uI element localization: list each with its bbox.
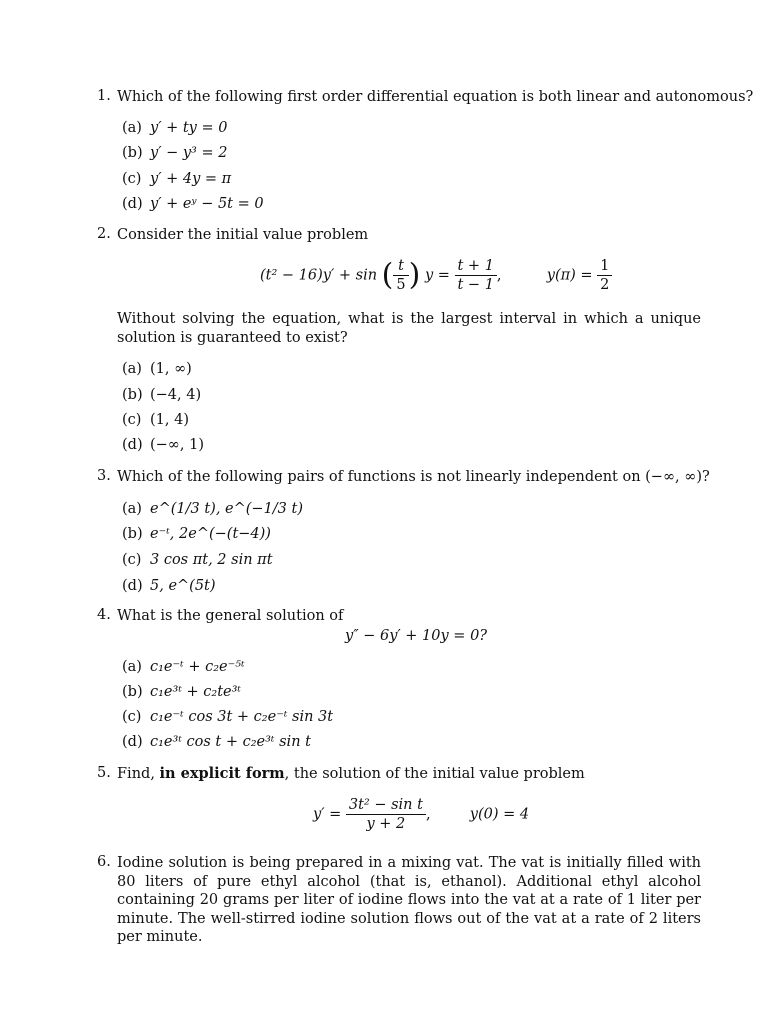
question-2-number: 2. xyxy=(97,226,111,242)
option-label: (b) xyxy=(122,387,143,403)
initial-condition: y(0) = 4 xyxy=(469,806,530,823)
option-label: (d) xyxy=(122,734,143,750)
option-expression: (−4, 4) xyxy=(150,387,202,403)
initial-condition-numerator: 1 xyxy=(597,257,612,276)
question-5-prompt-emphasis: in explicit form xyxy=(159,765,285,782)
equation-comma: , xyxy=(425,806,431,823)
initial-condition-denominator: 2 xyxy=(600,277,610,293)
option-label: (a) xyxy=(122,120,142,136)
question-3-option-a xyxy=(122,500,303,518)
option-expression: y′ + eʸ − 5t = 0 xyxy=(150,196,264,212)
rhs-denominator: t − 1 xyxy=(457,277,494,293)
question-5-equation xyxy=(313,796,529,833)
question-4-option-a xyxy=(122,658,245,676)
question-1-number: 1. xyxy=(97,88,111,104)
option-label: (b) xyxy=(122,684,143,700)
question-2-option-a xyxy=(122,360,192,378)
rhs-fraction xyxy=(455,257,497,294)
question-2-option-d xyxy=(122,436,204,454)
question-4-prompt: What is the general solution of xyxy=(117,608,344,624)
option-expression: c₁e⁻ᵗ + c₂e⁻⁵ᵗ xyxy=(150,659,245,675)
question-1-option-d xyxy=(122,195,264,213)
question-5-number: 5. xyxy=(97,765,111,781)
question-3-option-d xyxy=(122,577,216,595)
option-expression: y′ + 4y = π xyxy=(150,171,232,187)
option-expression: e^(1/3 t), e^(−1/3 t) xyxy=(150,501,304,517)
option-expression: c₁e³ᵗ + c₂te³ᵗ xyxy=(150,684,242,700)
question-3-number: 3. xyxy=(97,468,111,484)
option-label: (c) xyxy=(122,709,142,725)
question-5-prompt xyxy=(117,765,585,783)
left-paren: ( xyxy=(381,257,394,293)
question-3-option-b xyxy=(122,525,271,543)
question-2-prompt: Consider the initial value problem xyxy=(117,227,369,243)
initial-condition-fraction xyxy=(597,257,612,294)
paren-fraction xyxy=(393,257,408,294)
option-label: (b) xyxy=(122,145,143,161)
option-label: (c) xyxy=(122,552,142,568)
option-label: (d) xyxy=(122,196,143,212)
option-label: (a) xyxy=(122,501,142,517)
question-5-prompt-start: Find, xyxy=(117,766,155,782)
right-paren: ) xyxy=(408,257,421,293)
question-1-prompt: Which of the following first order differential equation is both linear and autonomous? xyxy=(117,89,754,105)
option-label: (c) xyxy=(122,412,142,428)
option-expression: 5, e^(5t) xyxy=(150,578,216,594)
question-3-prompt: Which of the following pairs of functions is not linearly independent on (−∞, ∞)? xyxy=(117,469,710,485)
question-4-option-d xyxy=(122,733,311,751)
option-expression: y′ + ty = 0 xyxy=(150,120,228,136)
question-2-equation: (t² − 16)y′ + sin ( $\frac{t}{5}$ ) y = $\frac{t + 1}{t - 1}$ , y(π) = $\frac{1}{2}$ xyxy=(260,257,612,294)
option-expression: e⁻ᵗ, 2e^(−(t−4)) xyxy=(150,526,271,542)
option-label: (b) xyxy=(122,526,143,542)
equation-numerator: 3t² − sin t xyxy=(346,796,426,815)
paren-fraction-denominator: 5 xyxy=(396,277,406,293)
option-label: (d) xyxy=(122,578,143,594)
question-2-option-b xyxy=(122,386,201,404)
question-4-option-c xyxy=(122,708,333,726)
option-expression: (1, ∞) xyxy=(150,361,192,377)
question-1-option-c xyxy=(122,170,231,188)
equation-lhs-part-2: y = xyxy=(424,267,450,284)
question-1-option-b xyxy=(122,144,227,162)
question-4-option-b xyxy=(122,683,241,701)
option-expression: c₁e⁻ᵗ cos 3t + c₂e⁻ᵗ sin 3t xyxy=(150,709,334,725)
option-expression: (−∞, 1) xyxy=(150,437,204,453)
question-5-prompt-end: , the solution of the initial value problem xyxy=(284,766,585,782)
option-label: (d) xyxy=(122,437,143,453)
question-2-followup: Without solving the equation, what is the largest interval in which a unique solution is guaranteed to exist? xyxy=(117,311,701,346)
question-4-number: 4. xyxy=(97,607,111,623)
question-6-number: 6. xyxy=(97,854,111,870)
initial-condition-lhs: y(π) = xyxy=(546,267,593,284)
option-label: (a) xyxy=(122,361,142,377)
option-expression: y′ − y³ = 2 xyxy=(150,145,228,161)
question-2-option-c xyxy=(122,411,189,429)
equation-lhs: y′ = xyxy=(313,806,342,823)
option-expression: c₁e³ᵗ cos t + c₂e³ᵗ sin t xyxy=(150,734,311,750)
question-4-equation: y″ − 6y′ + 10y = 0? xyxy=(345,628,488,644)
option-label: (a) xyxy=(122,659,142,675)
rhs-numerator: t + 1 xyxy=(455,257,497,276)
equation-fraction xyxy=(346,796,426,833)
question-3-option-c xyxy=(122,551,273,569)
option-expression: (1, 4) xyxy=(150,412,189,428)
question-1-option-a xyxy=(122,119,227,137)
option-expression: 3 cos πt, 2 sin πt xyxy=(150,552,273,568)
equation-denominator: y + 2 xyxy=(366,816,406,832)
question-6-prompt: Iodine solution is being prepared in a mixing vat. The vat is initially filled with 80 liters of pure ethyl alcohol (that is, ethanol). Additional ethyl alcohol containing 20 grams per liter of iodine flows into the vat at a rate of 1 liter per minute. The well-stirred iodine solution flows out of the vat at a rate of 2 liters per minute. xyxy=(117,855,701,945)
equation-lhs-part-1: (t² − 16)y′ + sin xyxy=(260,267,378,284)
paren-fraction-numerator: t xyxy=(393,257,408,276)
option-label: (c) xyxy=(122,171,142,187)
